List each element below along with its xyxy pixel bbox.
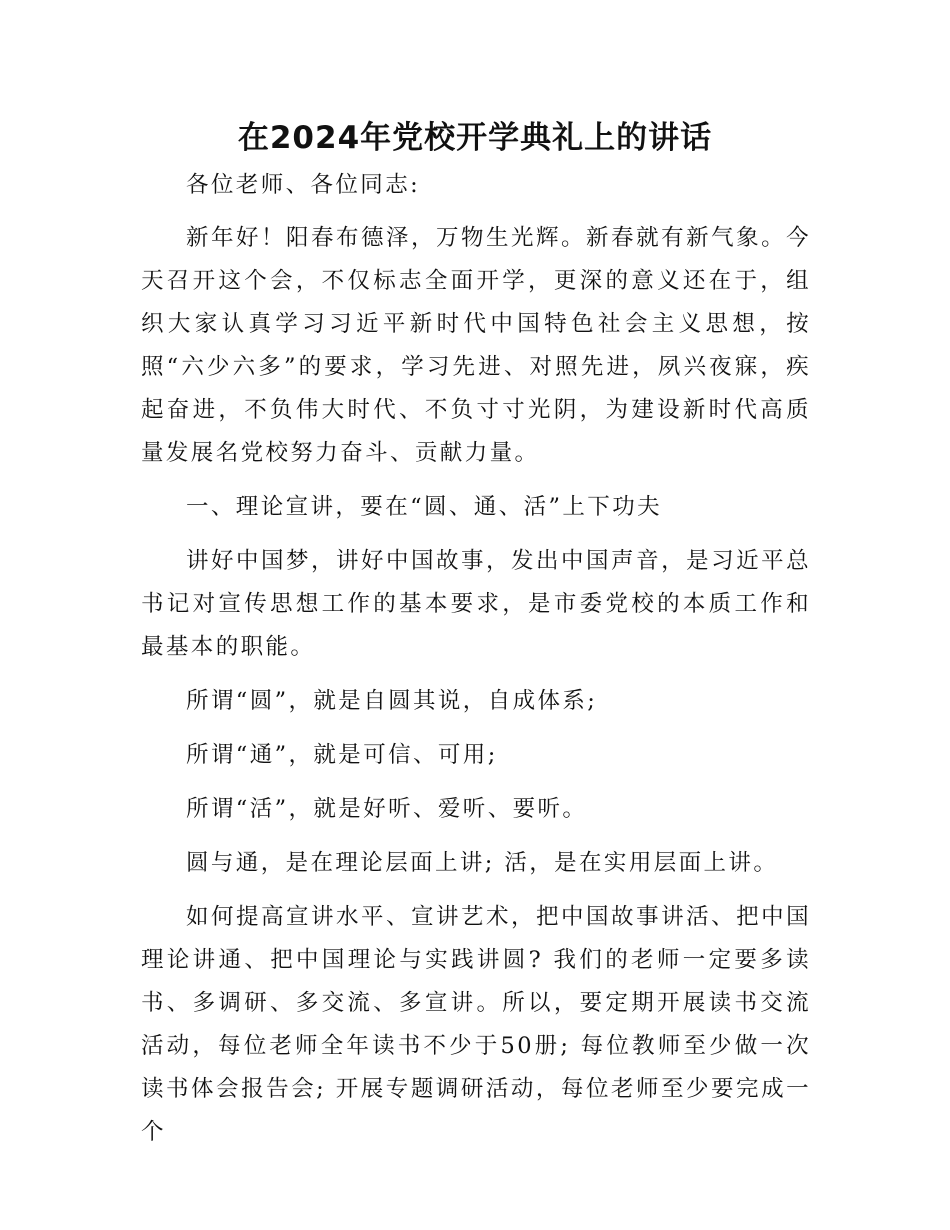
- summary-paragraph: 圆与通，是在理论层面上讲; 活，是在实用层面上讲。: [186, 850, 779, 876]
- document-body: [141, 164, 811, 1165]
- section-heading-1: 一、理论宣讲，要在“圆、通、活”上下功夫: [186, 494, 663, 520]
- body-paragraph: 讲好中国梦，讲好中国故事，发出中国声音，是习近平总书记对宣传思想工作的基本要求，是市委党校的本质工作和最基本的职能。: [141, 548, 811, 660]
- document-title: 在2024年党校开学典礼上的讲话: [237, 120, 713, 156]
- body-paragraph: 如何提高宣讲水平、宣讲艺术，把中国故事讲活、把中国理论讲通、把中国理论与实践讲圆? 我们的老师一定要多读书、多调研、多交流、多宣讲。所以，要定期开展读书交流活动，每位老师全年读书不少于50册; 每位教师至少做一次读书体会报告会; 开展专题调研活动，每位老师至少要完成一个: [141, 904, 811, 1145]
- definition-yuan: 所谓“圆”，就是自圆其说，自成体系;: [186, 688, 598, 714]
- definition-tong: 所谓“通”，就是可信、可用;: [186, 742, 498, 768]
- opening-paragraph: 新年好！阳春布德泽，万物生光辉。新春就有新气象。今天召开这个会，不仅标志全面开学，更深的意义还在于，组织大家认真学习习近平新时代中国特色社会主义思想，按照“六少六多”的要求，学习先进、对照先进，夙兴夜寐，疾起奋进，不负伟大时代、不负寸寸光阴，为建设新时代高质量发展名党校努力奋斗、贡献力量。: [141, 225, 811, 466]
- definition-huo: 所谓“活”，就是好听、爱听、要听。: [186, 796, 588, 822]
- salutation-paragraph: 各位老师、各位同志:: [186, 172, 421, 198]
